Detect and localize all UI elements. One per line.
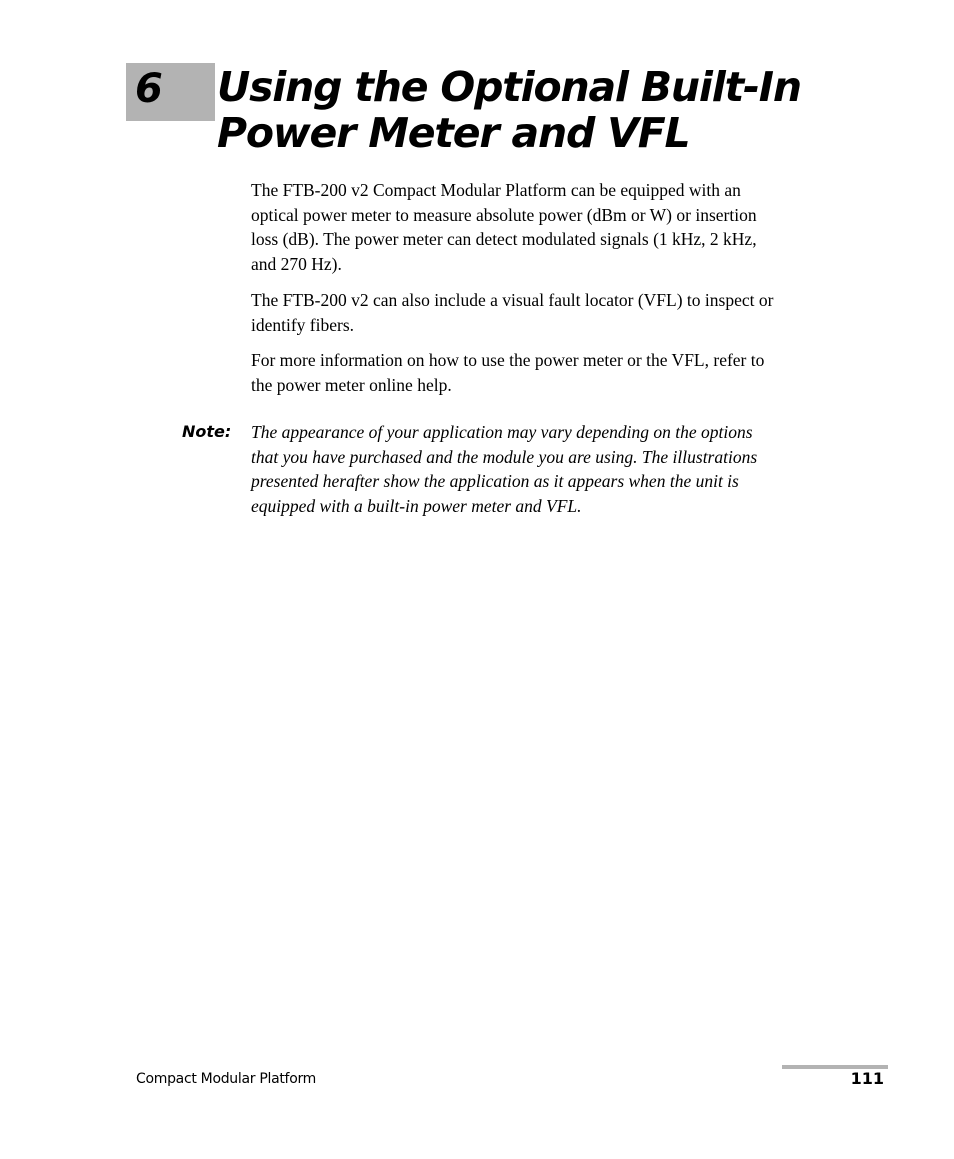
text-line: presented herafter show the application as it appears when the unit is xyxy=(251,471,739,491)
text-line: The FTB-200 v2 can also include a visual fault locator (VFL) to inspect or xyxy=(251,290,774,310)
chapter-title xyxy=(217,64,801,156)
chapter-title-line: Using the Optional Built-In xyxy=(217,63,801,111)
page-number: 111 xyxy=(850,1069,884,1088)
text-line: For more information on how to use the power meter or the VFL, refer to xyxy=(251,350,765,370)
paragraph-vfl xyxy=(251,288,891,337)
text-line: the power meter online help. xyxy=(251,374,452,395)
chapter-title-line: Power Meter and VFL xyxy=(217,109,690,157)
text-line: The FTB-200 v2 Compact Modular Platform can be equipped with an xyxy=(251,180,741,200)
text-line: loss (dB). The power meter can detect modulated signals (1 kHz, 2 kHz, xyxy=(251,229,757,249)
text-line: The appearance of your application may vary depending on the options xyxy=(251,422,753,442)
footer-title: Compact Modular Platform xyxy=(136,1071,317,1087)
text-line: equipped with a built-in power meter and VFL. xyxy=(251,495,582,516)
text-line: and 270 Hz). xyxy=(251,253,342,274)
paragraph-intro xyxy=(251,178,891,276)
chapter-number: 6 xyxy=(135,66,163,112)
text-line: optical power meter to measure absolute power (dBm or W) or insertion xyxy=(251,204,757,225)
note-text xyxy=(251,420,891,518)
paragraph-more-info xyxy=(251,348,891,397)
text-line: that you have purchased and the module you are using. The illustrations xyxy=(251,446,758,467)
text-line: identify fibers. xyxy=(251,314,355,335)
note-label: Note: xyxy=(182,422,232,441)
